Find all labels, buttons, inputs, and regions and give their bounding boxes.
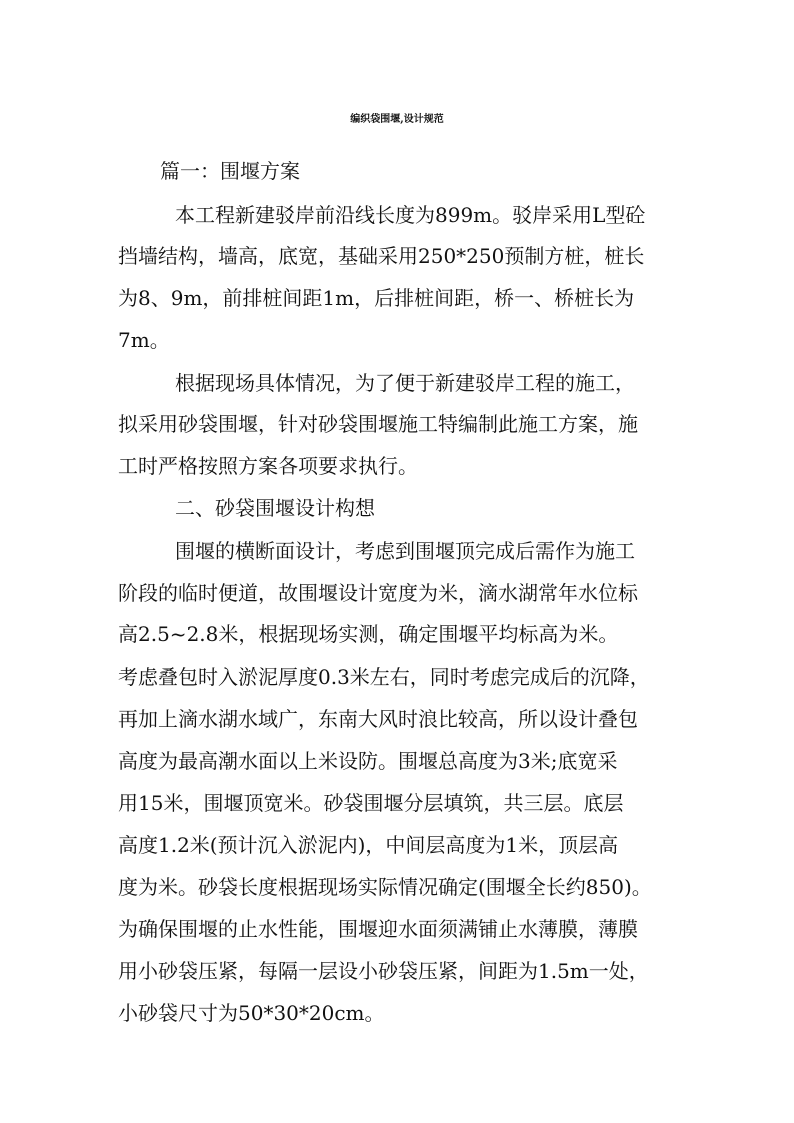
document-title: 编织袋围堰,设计规范 <box>350 114 444 125</box>
paragraph-line: 拟采用砂袋围堰，针对砂袋围堰施工特编制此施工方案，施 <box>118 412 638 436</box>
paragraph-line: 高2.5~2.8米，根据现场实测，确定围堰平均标高为米。 <box>118 622 619 646</box>
section-heading-2: 二、砂袋围堰设计构想 <box>175 496 375 520</box>
section-heading-1: 篇一：围堰方案 <box>160 159 300 183</box>
paragraph-line: 高度1.2米(预计沉入淤泥内)，中间层高度为1米，顶层高 <box>118 833 619 857</box>
paragraph-line: 根据现场具体情况，为了便于新建驳岸工程的施工， <box>175 371 635 395</box>
paragraph-line: 小砂袋尺寸为50*30*20cm。 <box>118 1001 385 1025</box>
paragraph-line: 再加上滴水湖水域广，东南大风时浪比较高，所以设计叠包 <box>118 707 638 731</box>
paragraph-line: 为8、9m，前排桩间距1m，后排桩间距，桥一、桥桩长为 <box>118 286 635 310</box>
paragraph-line: 度为米。砂袋长度根据现场实际情况确定(围堰全长约850)。 <box>118 875 652 899</box>
paragraph-line: 用小砂袋压紧，每隔一层设小砂袋压紧，间距为1.5m一处， <box>118 959 649 983</box>
paragraph-line: 工时严格按照方案各项要求执行。 <box>118 454 418 478</box>
paragraph-line: 挡墙结构，墙高，底宽，基础采用250*250预制方桩，桩长 <box>118 244 645 268</box>
paragraph-line: 阶段的临时便道，故围堰设计宽度为米，滴水湖常年水位标 <box>118 581 638 605</box>
paragraph-line: 围堰的横断面设计，考虑到围堰顶完成后需作为施工 <box>175 539 635 563</box>
paragraph-line: 用15米，围堰顶宽米。砂袋围堰分层填筑，共三层。底层 <box>118 791 624 815</box>
paragraph-line: 为确保围堰的止水性能，围堰迎水面须满铺止水薄膜，薄膜 <box>118 917 638 941</box>
paragraph-line: 7m。 <box>118 328 170 352</box>
paragraph-line: 考虑叠包时入淤泥厚度0.3米左右，同时考虑完成后的沉降， <box>118 665 650 689</box>
paragraph-line: 本工程新建驳岸前沿线长度为899m。驳岸采用L型砼 <box>175 203 646 227</box>
paragraph-line: 高度为最高潮水面以上米设防。围堰总高度为3米;底宽采 <box>118 749 618 773</box>
